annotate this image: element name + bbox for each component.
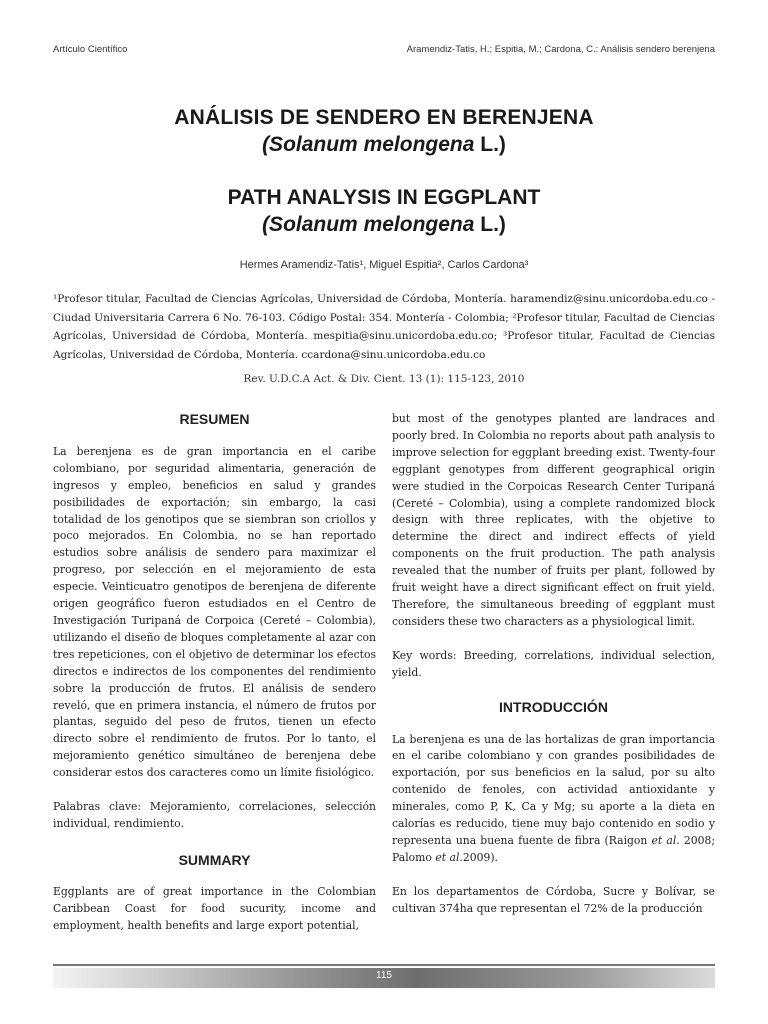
running-header-authors: Aramendiz-Tatis, H.; Espitia, M.; Cardona, C.: Análisis sendero berenjena xyxy=(406,44,715,55)
authors-line: Hermes Aramendiz-Tatis¹, Miguel Espitia², Carlos Cardona³ xyxy=(239,259,529,271)
intro-text-c: .2009). xyxy=(459,850,498,864)
key-words: Key words: Breeding, correlations, individual selection, yield. xyxy=(392,648,715,679)
title-spanish: ANÁLISIS DE SENDERO EN BERENJENA xyxy=(174,106,594,129)
palabras-clave: Palabras clave: Mejoramiento, correlaciones, selección individual, rendimiento. xyxy=(53,800,376,830)
species-suffix: L.) xyxy=(474,213,506,236)
right-column xyxy=(392,411,715,918)
summary-paragraph-start: Eggplants are of great importance in the Colombian Caribbean Coast for food sucurity, income and employment, health benefits and large export potential, xyxy=(53,884,376,932)
journal-citation: Rev. U.D.C.A Act. & Div. Cient. 13 (1): 115-123, 2010 xyxy=(243,373,525,385)
species-suffix: L.) xyxy=(474,133,506,156)
running-header xyxy=(53,44,715,58)
affiliations: ¹Profesor titular, Facultad de Ciencias Agrícolas, Universidad de Córdoba, Montería. haramendiz@sinu.unicordoba.edu.co - Ciudad Universitaria Carrera 6 No. 76-103. Código Postal: 354. Montería - Colombia; ²Profesor titular, Facultad de Ciencias Agrícolas, Universidad de Córdoba, Montería. mespitia@sinu.unicordoba.edu.co; ³Profesor titular, Facultad de Ciencias Agrícolas, Universidad de Córdoba, Montería. ccardona@sinu.unicordoba.edu.co xyxy=(53,293,715,361)
intro-paragraph-2: En los departamentos de Córdoba, Sucre y Bolívar, se cultivan 374ha que representan el 72% de la producción xyxy=(392,884,715,915)
article-type-label: Artículo Científico xyxy=(53,44,128,55)
title-english: PATH ANALYSIS IN EGGPLANT xyxy=(227,186,541,209)
intro-text-a: La berenjena es una de las hortalizas de gran importancia en el caribe colombiano y con grandes posibilidades de exportación, por sus beneficios en la salud, por su alto contenido de fenoles, con actividad antioxidante y minerales, como P, K, Ca y Mg; su aporte a la dieta en calorías es reducido, tiene muy bajo contenido en sodio y representa una buena fuente de fibra (Raigon xyxy=(392,732,715,847)
summary-paragraph-continued: but most of the genotypes planted are landraces and poorly bred. In Colombia no reports about path analysis to improve selection for eggplant breeding exist. Twenty-four eggplant genotypes from different geographical origin were studied in the Corpoicas Research Center Turipaná (Cereté – Colombia), using a complete randomized block design with three replicates, with the objetive to determine the direct and indirect effects of yield components on the fruit production. The path analysis revealed that the number of fruits per plant, followed by fruit weight have a direct significant effect on fruit yield. Therefore, the simultaneous breeding of eggplant must considers these two characters as a physiological limit. xyxy=(392,412,715,628)
species-name-italic: (Solanum melongena xyxy=(262,213,475,236)
intro-paragraph-1 xyxy=(392,732,715,867)
resumen-paragraph: La berenjena es de gran importancia en el caribe colombiano, por seguridad alimentaria, generación de ingresos y empleo, beneficios en salud y grandes posibilidades de exportación; sin embargo, la casi totalidad de los genotipos que se siembran son criollos y poco mejorados. En Colombia, no se han reportado estudios sobre análisis de sendero para maximizar el progreso, por selección en el mejoramiento de esta especie. Veinticuatro genotipos de berenjena de diferente origen geográfico fueron estudiados en el Centro de Investigación Turipaná de Corpoica (Cereté – Colombia), utilizando el diseño de bloques completamente al azar con tres repeticiones, con el objetivo de determinar los efectos directos e indirectos de los componentes del rendimiento sobre la producción de frutos. El análisis de sendero reveló, que en primera instancia, el número de frutos por plantas, seguido del peso de frutos, tienen un efecto directo sobre el rendimiento de frutos. Por lo tanto, el mejoramiento genético simultáneo de berenjena debe considerar estos dos caracteres como un límite fisiológico. xyxy=(53,444,376,780)
title-english-species xyxy=(53,213,715,237)
species-name-italic: (Solanum melongena xyxy=(262,133,475,156)
intro-text-b: . 2008; Palomo xyxy=(392,833,715,864)
footer-rule xyxy=(53,964,715,966)
title-spanish-species xyxy=(53,133,715,157)
resumen-heading: RESUMEN xyxy=(179,411,250,427)
et-al-italic: et al xyxy=(651,833,677,847)
introduccion-heading: INTRODUCCIÓN xyxy=(499,698,608,715)
left-column xyxy=(53,411,376,934)
page-number: 115 xyxy=(376,970,392,981)
et-al-italic: et al xyxy=(435,850,460,864)
summary-heading: SUMMARY xyxy=(178,851,251,868)
